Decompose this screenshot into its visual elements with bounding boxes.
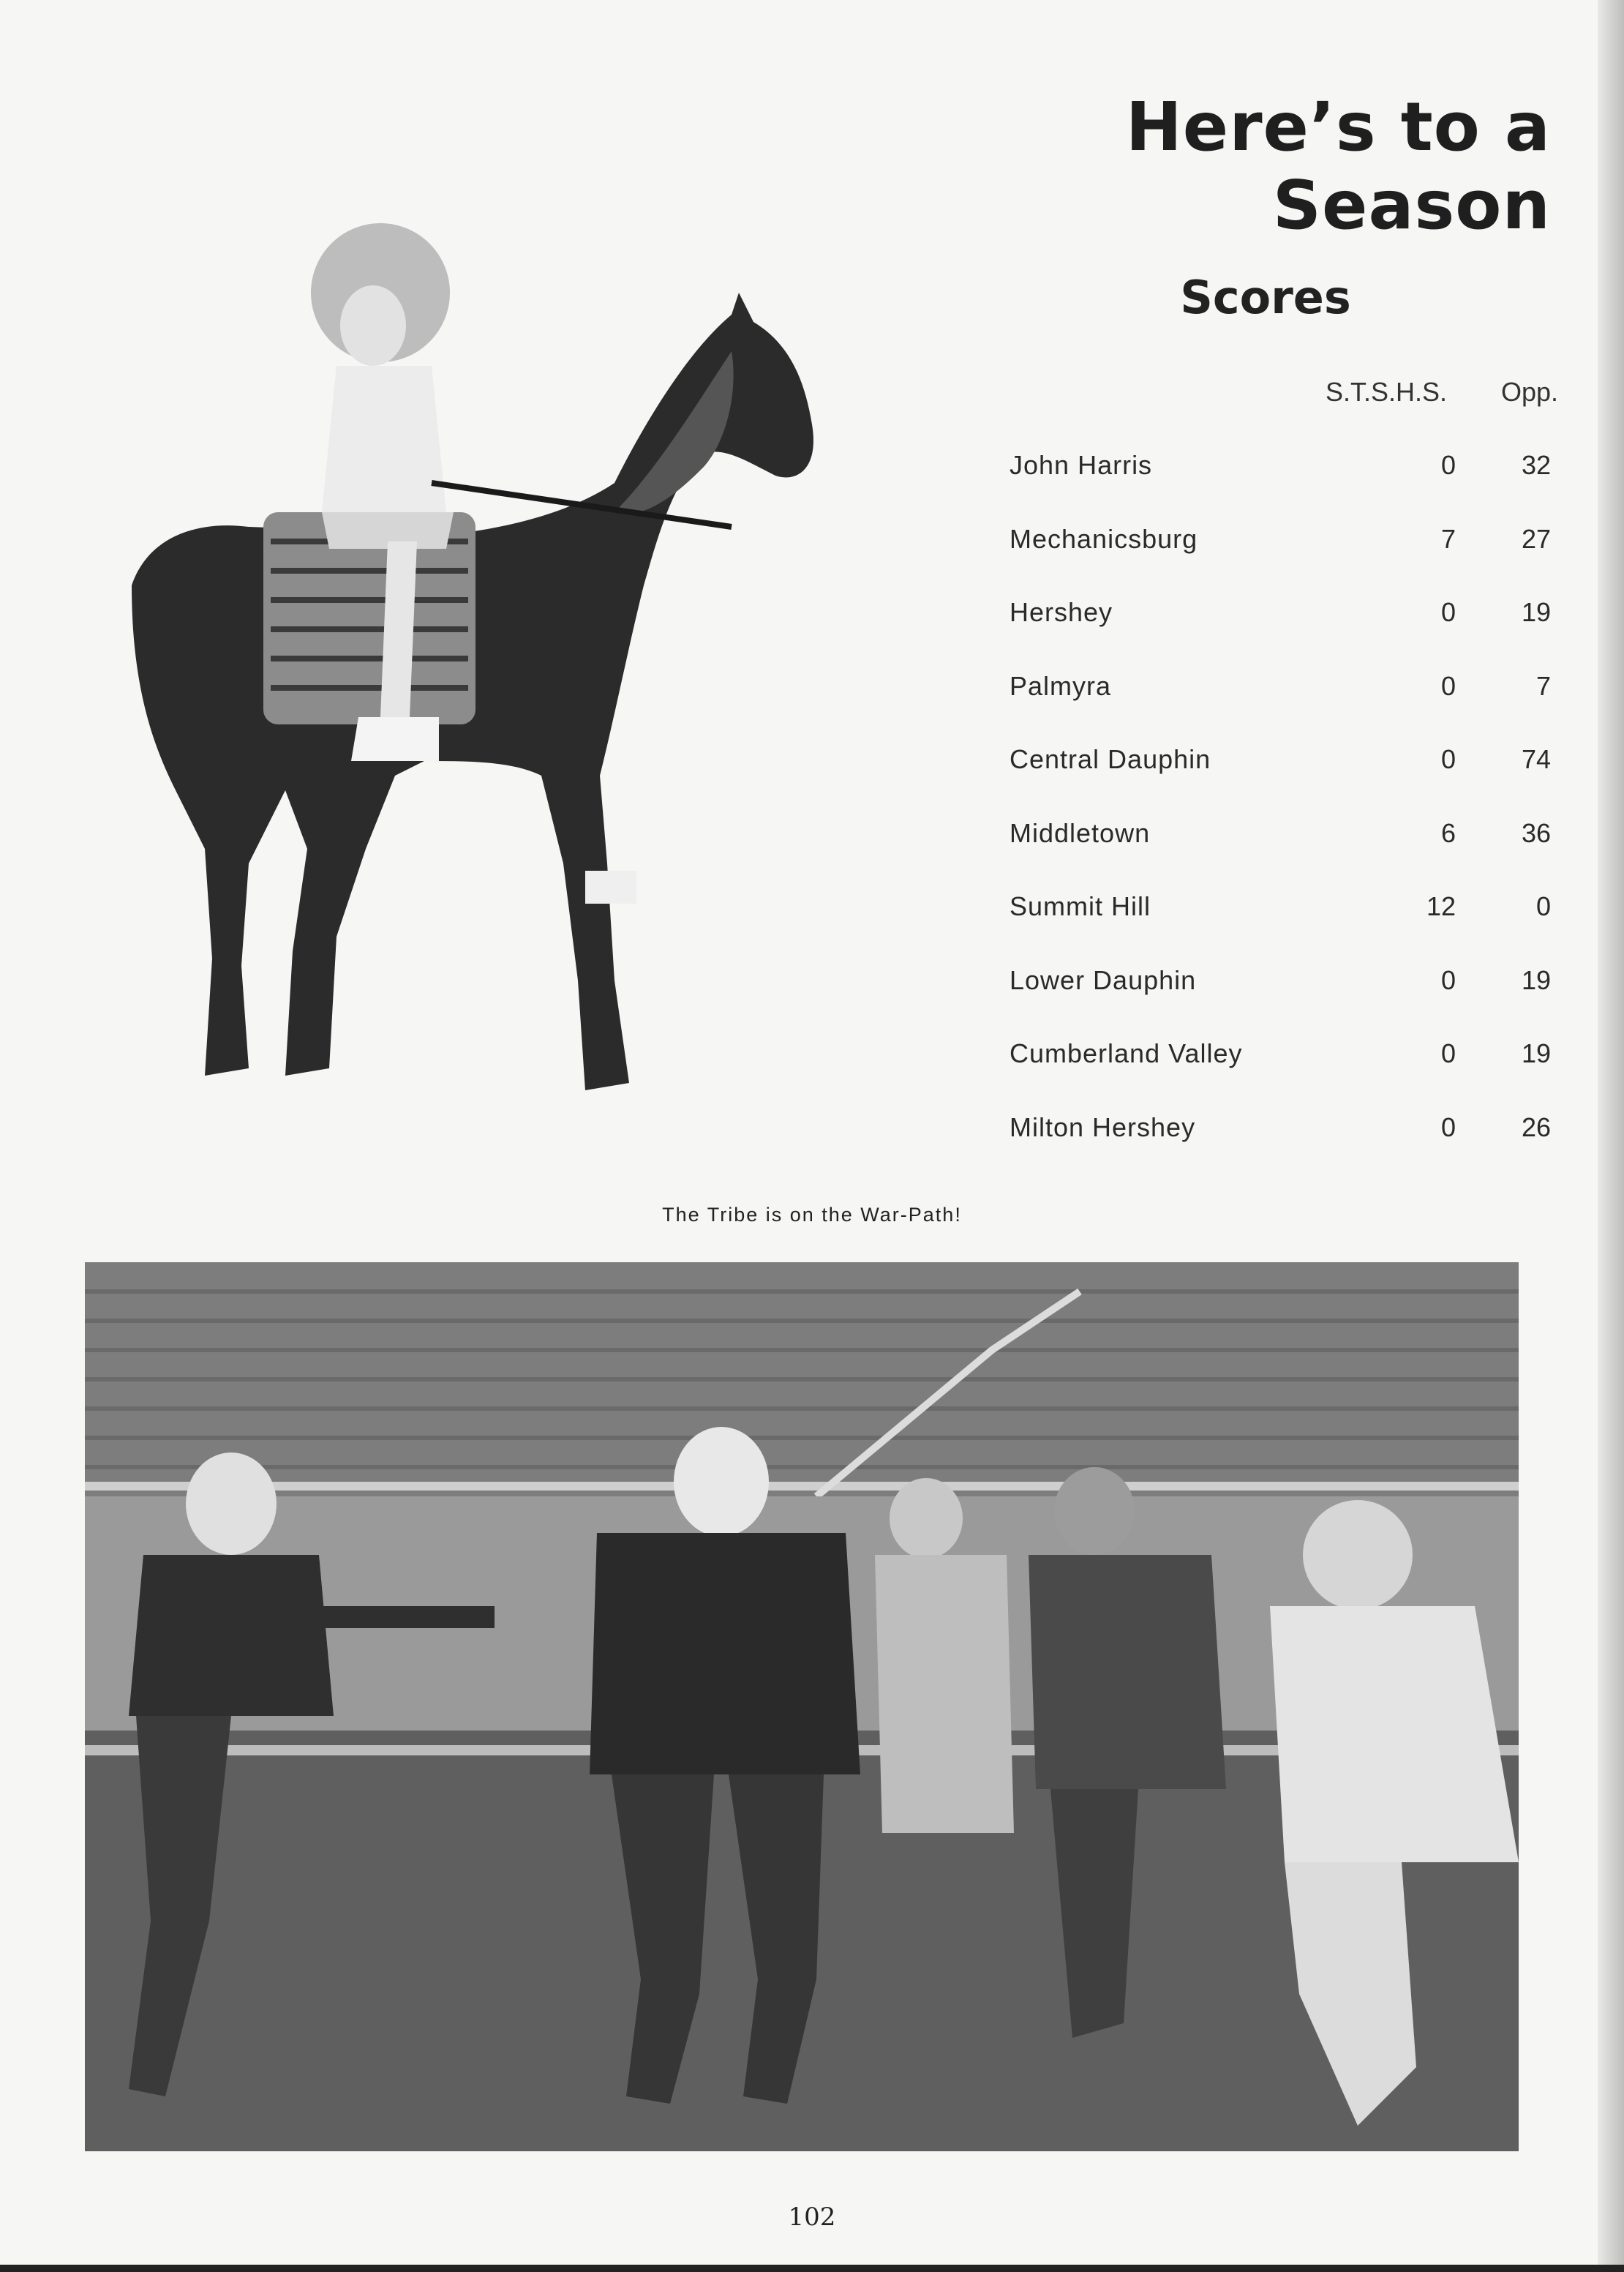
opponent-score: 26 [1521, 1111, 1551, 1142]
horse-rider-photo [102, 205, 834, 1112]
stshs-score: 0 [1440, 744, 1456, 774]
opponent-team-name: Lower Dauphin [1010, 964, 1197, 995]
stshs-score: 0 [1440, 450, 1456, 480]
score-row [1010, 891, 1565, 935]
stshs-score: 0 [1440, 597, 1456, 627]
score-row [1010, 450, 1565, 494]
photo-caption: The Tribe is on the War-Path! [662, 1204, 962, 1226]
stshs-score: 7 [1440, 523, 1456, 554]
opponent-score: 19 [1521, 964, 1551, 995]
column-header-stshs: S.T.S.H.S. [1326, 377, 1448, 407]
opponent-team-name: Palmyra [1010, 670, 1112, 701]
opponent-score: 0 [1535, 891, 1551, 921]
opponent-team-name: Hershey [1010, 597, 1113, 627]
football-game-photo [85, 1262, 1519, 2151]
opponent-team-name: Middletown [1010, 817, 1151, 848]
opponent-score: 7 [1535, 670, 1551, 701]
opponent-team-name: Cumberland Valley [1010, 1038, 1243, 1068]
opponent-score: 19 [1521, 597, 1551, 627]
score-row [1010, 671, 1565, 715]
opponent-score: 32 [1521, 450, 1551, 480]
scores-heading: Scores [1180, 271, 1351, 324]
page-bottom-edge [0, 2265, 1624, 2272]
stshs-score: 6 [1440, 817, 1456, 848]
opponent-score: 36 [1521, 817, 1551, 848]
opponent-team-name: Milton Hershey [1010, 1111, 1196, 1142]
stshs-score: 0 [1440, 1111, 1456, 1142]
opponent-team-name: Central Dauphin [1010, 744, 1211, 774]
page-title: Here’s to a Season [1125, 88, 1551, 244]
opponent-score: 74 [1521, 744, 1551, 774]
page-edge-shadow [1598, 0, 1624, 2272]
score-row [1010, 524, 1565, 568]
opponent-team-name: Mechanicsburg [1010, 523, 1198, 554]
opponent-score: 19 [1521, 1038, 1551, 1068]
page-number: 102 [788, 2202, 836, 2232]
score-row [1010, 597, 1565, 641]
opponent-team-name: Summit Hill [1010, 891, 1151, 921]
score-row [1010, 1038, 1565, 1082]
score-row [1010, 1112, 1565, 1156]
stshs-score: 0 [1440, 670, 1456, 701]
score-row [1010, 965, 1565, 1009]
stshs-score: 0 [1440, 1038, 1456, 1068]
opponent-score: 27 [1521, 523, 1551, 554]
score-row [1010, 744, 1565, 788]
opponent-team-name: John Harris [1010, 450, 1153, 480]
stshs-score: 12 [1426, 891, 1456, 921]
score-row [1010, 818, 1565, 862]
stshs-score: 0 [1440, 964, 1456, 995]
column-header-opponent: Opp. [1501, 377, 1559, 407]
